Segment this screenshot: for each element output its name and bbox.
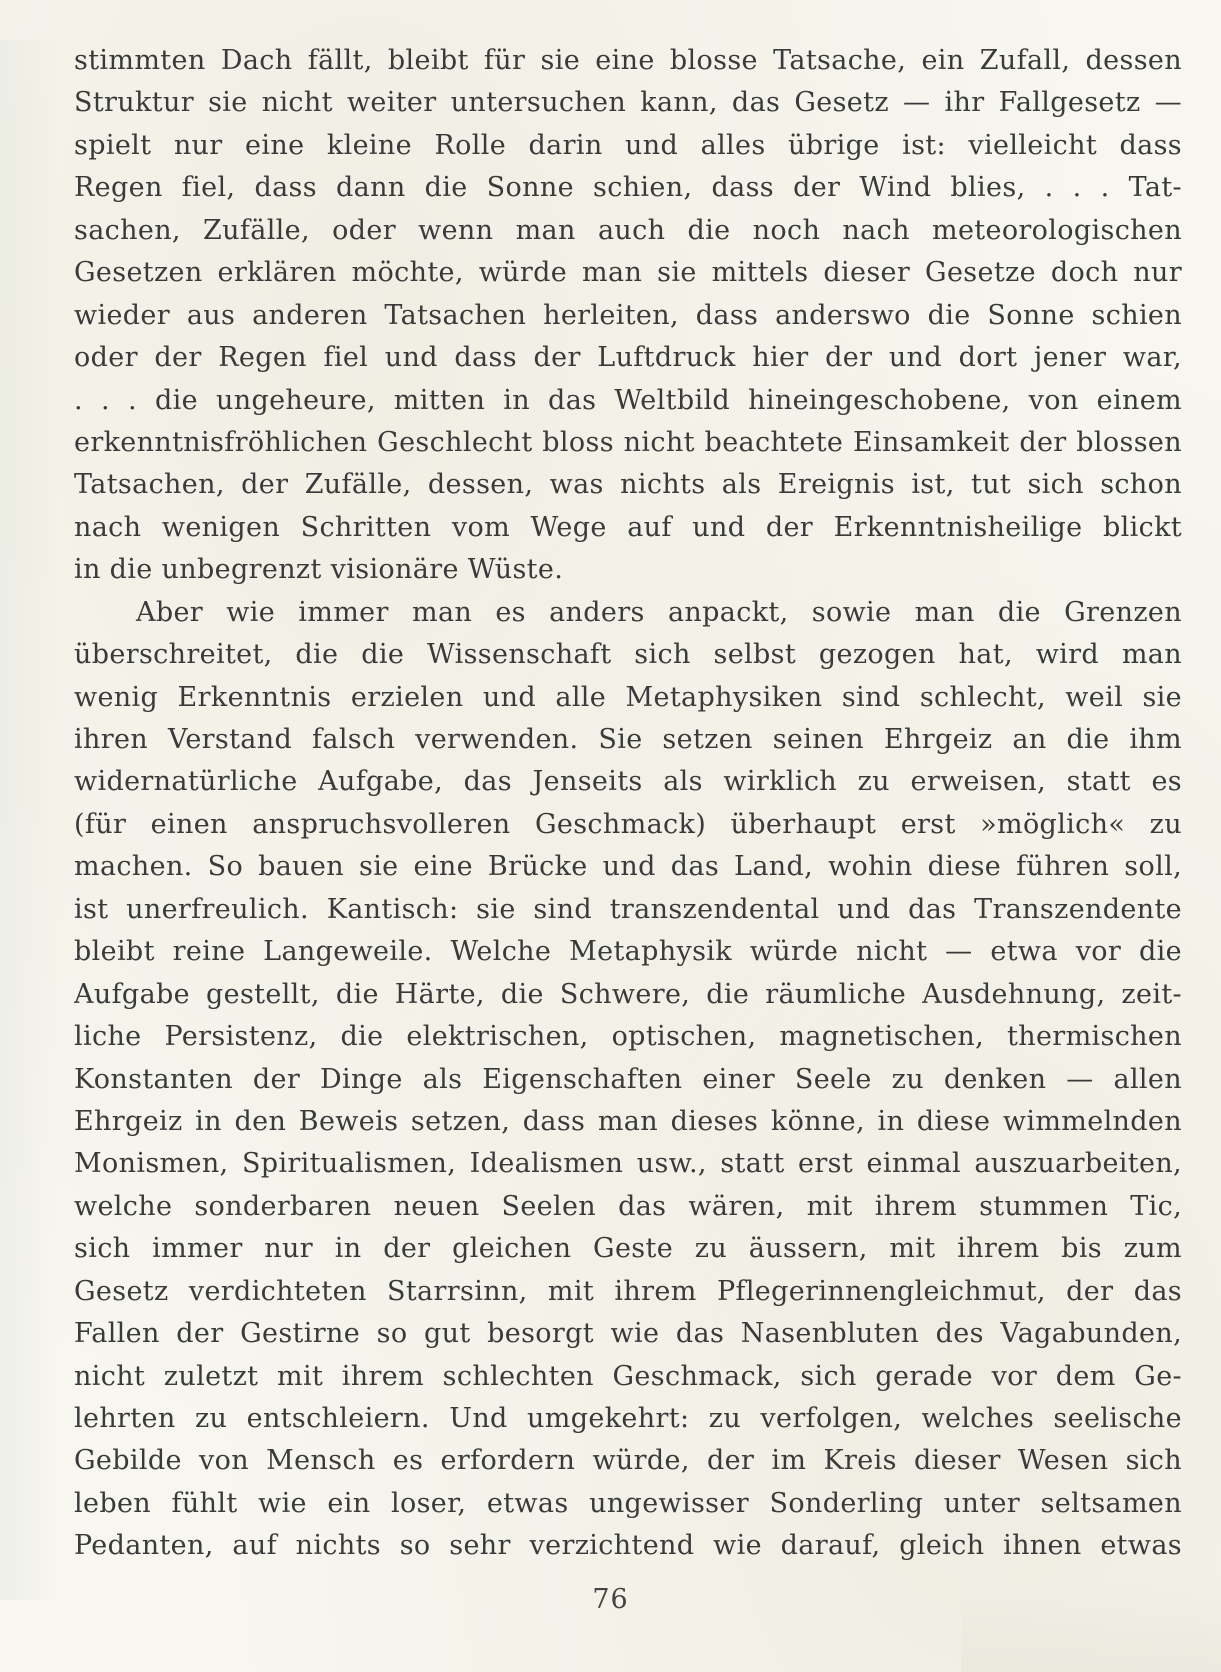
paper-bleed-left [0, 40, 58, 1600]
text-line: Ehrgeiz in den Beweis setzen, dass man dieses könne, in diese wimmelnden [74, 1105, 1182, 1137]
text-line: leben fühlt wie ein loser, etwas ungewisser Sonderling unter seltsamen [74, 1487, 1182, 1519]
text-line: Gesetzen erklären möchte, würde man sie mittels dieser Gesetze doch nur [74, 257, 1182, 289]
text-line: überschreitet, die die Wissenschaft sich selbst gezogen hat, wird man [74, 639, 1182, 671]
text-line: nach wenigen Schritten vom Wege auf und der Erkenntnisheilige blickt [74, 511, 1182, 543]
text-line: . . . die ungeheure, mitten in das Weltbild hineingeschobene, von einem [74, 384, 1182, 416]
body-text [74, 40, 1182, 1568]
text-line: ist unerfreulich. Kantisch: sie sind transzendental und das Transzendente [74, 893, 1182, 925]
text-line: Konstanten der Dinge als Eigenschaften einer Seele zu denken — allen [74, 1063, 1182, 1095]
paragraph-start-line: Aber wie immer man es anders anpackt, sowie man die Grenzen [136, 596, 1182, 628]
text-line: widernatürliche Aufgabe, das Jenseits als wirklich zu erweisen, statt es [74, 766, 1182, 798]
text-line: sachen, Zufälle, oder wenn man auch die noch nach meteorologischen [74, 214, 1182, 246]
text-line: (für einen anspruchsvolleren Geschmack) überhaupt erst »möglich« zu [74, 808, 1182, 840]
text-line: wieder aus anderen Tatsachen herleiten, dass anderswo die Sonne schien [74, 299, 1182, 331]
text-line: oder der Regen fiel und dass der Luftdruck hier der und dort jener war, [74, 342, 1182, 374]
text-line: sich immer nur in der gleichen Geste zu äussern, mit ihrem bis zum [74, 1233, 1182, 1265]
text-line: nicht zuletzt mit ihrem schlechten Geschmack, sich gerade vor dem Ge- [74, 1360, 1182, 1392]
page-number: 76 [592, 1584, 629, 1615]
text-line: wenig Erkenntnis erzielen und alle Metaphysiken sind schlecht, weil sie [74, 681, 1182, 713]
text-line: Fallen der Gestirne so gut besorgt wie das Nasenbluten des Vagabunden, [74, 1318, 1182, 1350]
text-line: Pedanten, auf nichts so sehr verzichtend wie darauf, gleich ihnen etwas [74, 1530, 1182, 1562]
text-line: Tatsachen, der Zufälle, dessen, was nichts als Ereignis ist, tut sich schon [74, 469, 1182, 501]
text-line: Struktur sie nicht weiter untersuchen kann, das Gesetz — ihr Fallgesetz — [74, 87, 1182, 119]
text-line: erkenntnisfröhlichen Geschlecht bloss nicht beachtete Einsamkeit der blossen [74, 426, 1182, 458]
text-line: welche sonderbaren neuen Seelen das wären, mit ihrem stummen Tic, [74, 1190, 1182, 1222]
text-line: ihren Verstand falsch verwenden. Sie setzen seinen Ehrgeiz an die ihm [74, 724, 1182, 755]
text-line: Gebilde von Mensch es erfordern würde, der im Kreis dieser Wesen sich [74, 1445, 1182, 1477]
text-line: Aufgabe gestellt, die Härte, die Schwere, die räumliche Ausdehnung, zeit- [74, 978, 1182, 1010]
text-line: bleibt reine Langeweile. Welche Metaphysik würde nicht — etwa vor die [74, 936, 1182, 968]
text-line: lehrten zu entschleiern. Und umgekehrt: zu verfolgen, welches seelische [74, 1403, 1182, 1434]
text-line: Gesetz verdichteten Starrsinn, mit ihrem Pflegerinnengleichmut, der das [74, 1275, 1182, 1307]
text-line: Monismen, Spiritualismen, Idealismen usw., statt erst einmal auszuarbeiten, [74, 1148, 1182, 1180]
text-line: Regen fiel, dass dann die Sonne schien, dass der Wind blies, . . . Tat- [74, 172, 1182, 204]
text-line: stimmten Dach fällt, bleibt für sie eine blosse Tatsache, ein Zufall, dessen [74, 45, 1182, 76]
paragraph-end-line: in die unbegrenzt visionäre Wüste. [74, 554, 564, 586]
text-line: machen. So bauen sie eine Brücke und das Land, wohin diese führen soll, [74, 851, 1182, 883]
text-line: liche Persistenz, die elektrischen, optischen, magnetischen, thermischen [74, 1021, 1182, 1053]
text-line: spielt nur eine kleine Rolle darin und alles übrige ist: vielleicht dass [74, 129, 1182, 161]
